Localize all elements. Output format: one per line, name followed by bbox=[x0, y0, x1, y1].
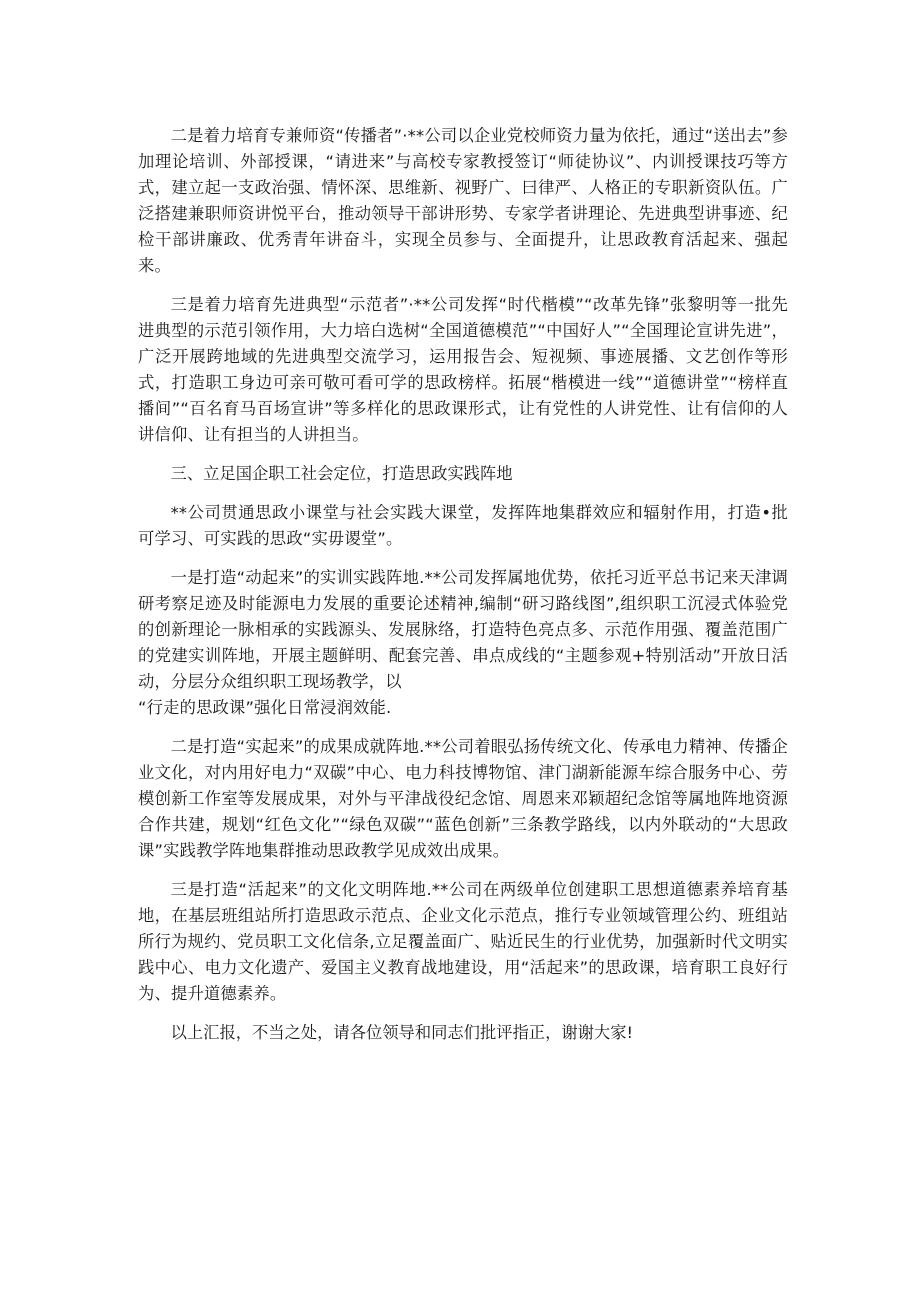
paragraph-training-base bbox=[138, 565, 788, 721]
paragraph-culture-base: 三是打造“活起来”的文化文明阵地.**公司在两级单位创建职工思想道德素养培育基地，在基层班组站所打造思政示范点、企业文化示范点，推行专业领域管理公约、班组站所行为规约、党员职工文化信条,立足覆盖面广、贴近民生的行业优势，加强新时代文明实践中心、电力文化遗产、爱国主义教育战地建设，用“活起来”的思政课，培育职工良好行为、提升道德素养。 bbox=[138, 880, 788, 1003]
paragraph-teachers: 二是着力培育专兼师资“传播者”·**公司以企业党校师资力量为依托，通过“送出去”参加理论培训、外部授课，“请进来”与高校专家教授签订“师徒协议”、内训授课技巧等方式，建立起一支政治强、情怀深、思维新、视野广、曰律严、人格正的专职新资队伍。广泛搭建兼职师资讲悦平台，推动领导干部讲形势、专家学者讲理论、先进典型讲事迹、纪检干部讲廉政、优秀青年讲奋斗，实现全员参与、全面提升，让思政教育活起来、强起来。 bbox=[138, 126, 788, 275]
paragraph-training-base-tail: “行走的思政课”强化日常浸润效能. bbox=[138, 698, 392, 717]
document-page bbox=[138, 123, 788, 1046]
paragraph-role-models: 三是着力培育先进典型“示范者”·**公司发挥“时代楷模”“改革先锋”张黎明等一批先进典型的示范引领作用，大力培白选树“全国道德模范”“中国好人”“全国理论宣讲先进”，广泛开展跨地域的先进典型交流学习，运用报告会、短视频、事迹展播、文艺创作等形式，打造职工身边可亲可敬可看可学的思政榜样。拓展“楷模进一线”“道德讲堂”“榜样直播间”“百名育马百场宣讲”等多样化的思政课形式，让有党性的人讲党性、让有信仰的人讲信仰、让有担当的人讲担当。 bbox=[138, 295, 788, 444]
paragraph-training-base-main: 一是打造“动起来”的实训实践阵地.**公司发挥属地优势，依托习近平总书记来天津调研考察足迹及时能源电力发展的重要论述精神,编制“研习路线图”,组织职工沉浸式体验党的创新理论一脉相承的实践源头、发展脉络，打造特色亮点多、示范作用强、覆盖范围广的党建实训阵地，开展主题鲜明、配套完善、串点成线的“主题参观+特别活动”开放日活动，分层分众组织职工现场教学，以 bbox=[138, 568, 788, 691]
closing-remarks: 以上汇报，不当之处，请各位领导和同志们批评指正，谢谢大家! bbox=[170, 1023, 633, 1042]
paragraph-achievement-base: 二是打造“实起来”的成果成就阵地.**公司着眼弘扬传统文化、传承电力精神、传播企业文化，对内用好电力“双碳”中心、电力科技博物馆、津门湖新能源车综合服务中心、劳模创新工作室等发展成果，对外与平津战役纪念馆、周恩来邓颖超纪念馆等属地阵地资源合作共建，规划“红色文化”“绿色双碳”“蓝色创新”三条教学路线，以内外联动的“大思政课”实践教学阵地集群推动思政教学见成效出成果。 bbox=[138, 737, 788, 860]
paragraph-section-intro: **公司贯通思政小课堂与社会实践大课堂，发挥阵地集群效应和辐射作用，打造•批可学习、可实践的思政“实毋谡堂”。 bbox=[138, 503, 788, 548]
section-heading: 三、立足国企职工社会定位，打造思政实践阵地 bbox=[170, 464, 513, 483]
